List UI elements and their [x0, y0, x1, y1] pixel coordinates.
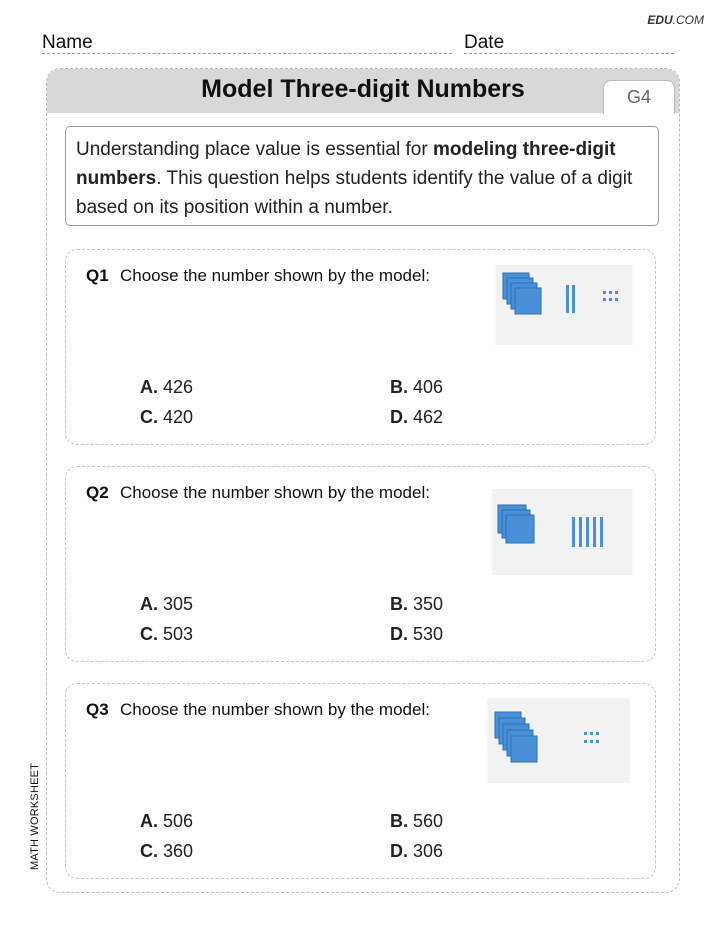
question-number: Q2	[86, 483, 109, 502]
answer-options	[140, 594, 470, 664]
question-number: Q1	[86, 266, 109, 285]
one-unit	[590, 732, 593, 735]
worksheet-title: Model Three-digit Numbers	[201, 75, 525, 103]
ten-rod	[586, 517, 589, 547]
base-ten-model	[495, 265, 633, 345]
hundreds-flats	[503, 273, 541, 314]
intro-text-1: Understanding place value is essential for	[76, 139, 433, 160]
one-unit	[590, 740, 593, 743]
date-label: Date	[464, 32, 505, 53]
one-unit	[603, 298, 606, 301]
option-b[interactable]: B. 350	[390, 594, 444, 614]
side-label: MATH WORKSHEET	[29, 762, 41, 870]
hundred-flat	[511, 736, 537, 762]
one-unit	[596, 740, 599, 743]
ten-rod	[600, 517, 603, 547]
option-d[interactable]: D. 530	[390, 624, 444, 644]
ten-rod	[593, 517, 596, 547]
one-unit	[609, 298, 612, 301]
intro-text-2: . This question helps students identify the value of a digit based on its position within a number.	[76, 168, 633, 218]
option-d[interactable]: D. 462	[390, 407, 444, 427]
brand-logo: EDU.COM	[647, 13, 704, 27]
option-b[interactable]: B. 406	[390, 377, 444, 397]
ones-units	[584, 732, 599, 743]
answer-options	[140, 811, 470, 881]
ones-units	[603, 291, 618, 301]
base-ten-model-graphic	[487, 698, 630, 783]
title-bar	[47, 69, 679, 113]
hundreds-flats	[498, 505, 534, 543]
question-text: Choose the number shown by the model:	[120, 266, 430, 285]
name-field[interactable]	[42, 32, 452, 54]
question-card-2	[65, 466, 656, 662]
base-ten-model	[487, 698, 630, 783]
ten-rod	[572, 285, 575, 313]
one-unit	[584, 740, 587, 743]
option-c[interactable]: C. 360	[140, 841, 194, 861]
question-text: Choose the number shown by the model:	[120, 700, 430, 719]
one-unit	[603, 291, 606, 294]
question-card-1	[65, 249, 656, 445]
question-text: Choose the number shown by the model:	[120, 483, 430, 502]
option-c[interactable]: C. 503	[140, 624, 194, 644]
worksheet-frame	[46, 68, 680, 893]
ten-rod	[566, 285, 569, 313]
hundred-flat	[515, 288, 541, 314]
tens-rods	[566, 285, 575, 313]
hundred-flat	[506, 515, 534, 543]
option-a[interactable]: A. 506	[140, 811, 194, 831]
base-ten-model-graphic	[495, 265, 633, 345]
option-a[interactable]: A. 426	[140, 377, 194, 397]
answer-options	[140, 377, 470, 447]
ten-rod	[572, 517, 575, 547]
ten-rod	[579, 517, 582, 547]
intro-box	[65, 126, 659, 226]
name-label: Name	[42, 32, 93, 53]
one-unit	[609, 291, 612, 294]
grade-tab	[603, 80, 675, 114]
base-ten-model	[492, 489, 633, 575]
one-unit	[584, 732, 587, 735]
option-d[interactable]: D. 306	[390, 841, 444, 861]
tens-rods	[572, 517, 603, 547]
one-unit	[596, 732, 599, 735]
option-b[interactable]: B. 560	[390, 811, 444, 831]
intro-text-bold: modeling three-digit numbers	[76, 139, 616, 189]
option-c[interactable]: C. 420	[140, 407, 194, 427]
question-card-3	[65, 683, 656, 879]
base-ten-model-graphic	[492, 489, 633, 575]
one-unit	[615, 298, 618, 301]
grade-label: G4	[626, 87, 651, 107]
option-a[interactable]: A. 305	[140, 594, 194, 614]
date-field[interactable]	[464, 32, 674, 54]
hundreds-flats	[495, 712, 537, 762]
question-number: Q3	[86, 700, 109, 719]
one-unit	[615, 291, 618, 294]
